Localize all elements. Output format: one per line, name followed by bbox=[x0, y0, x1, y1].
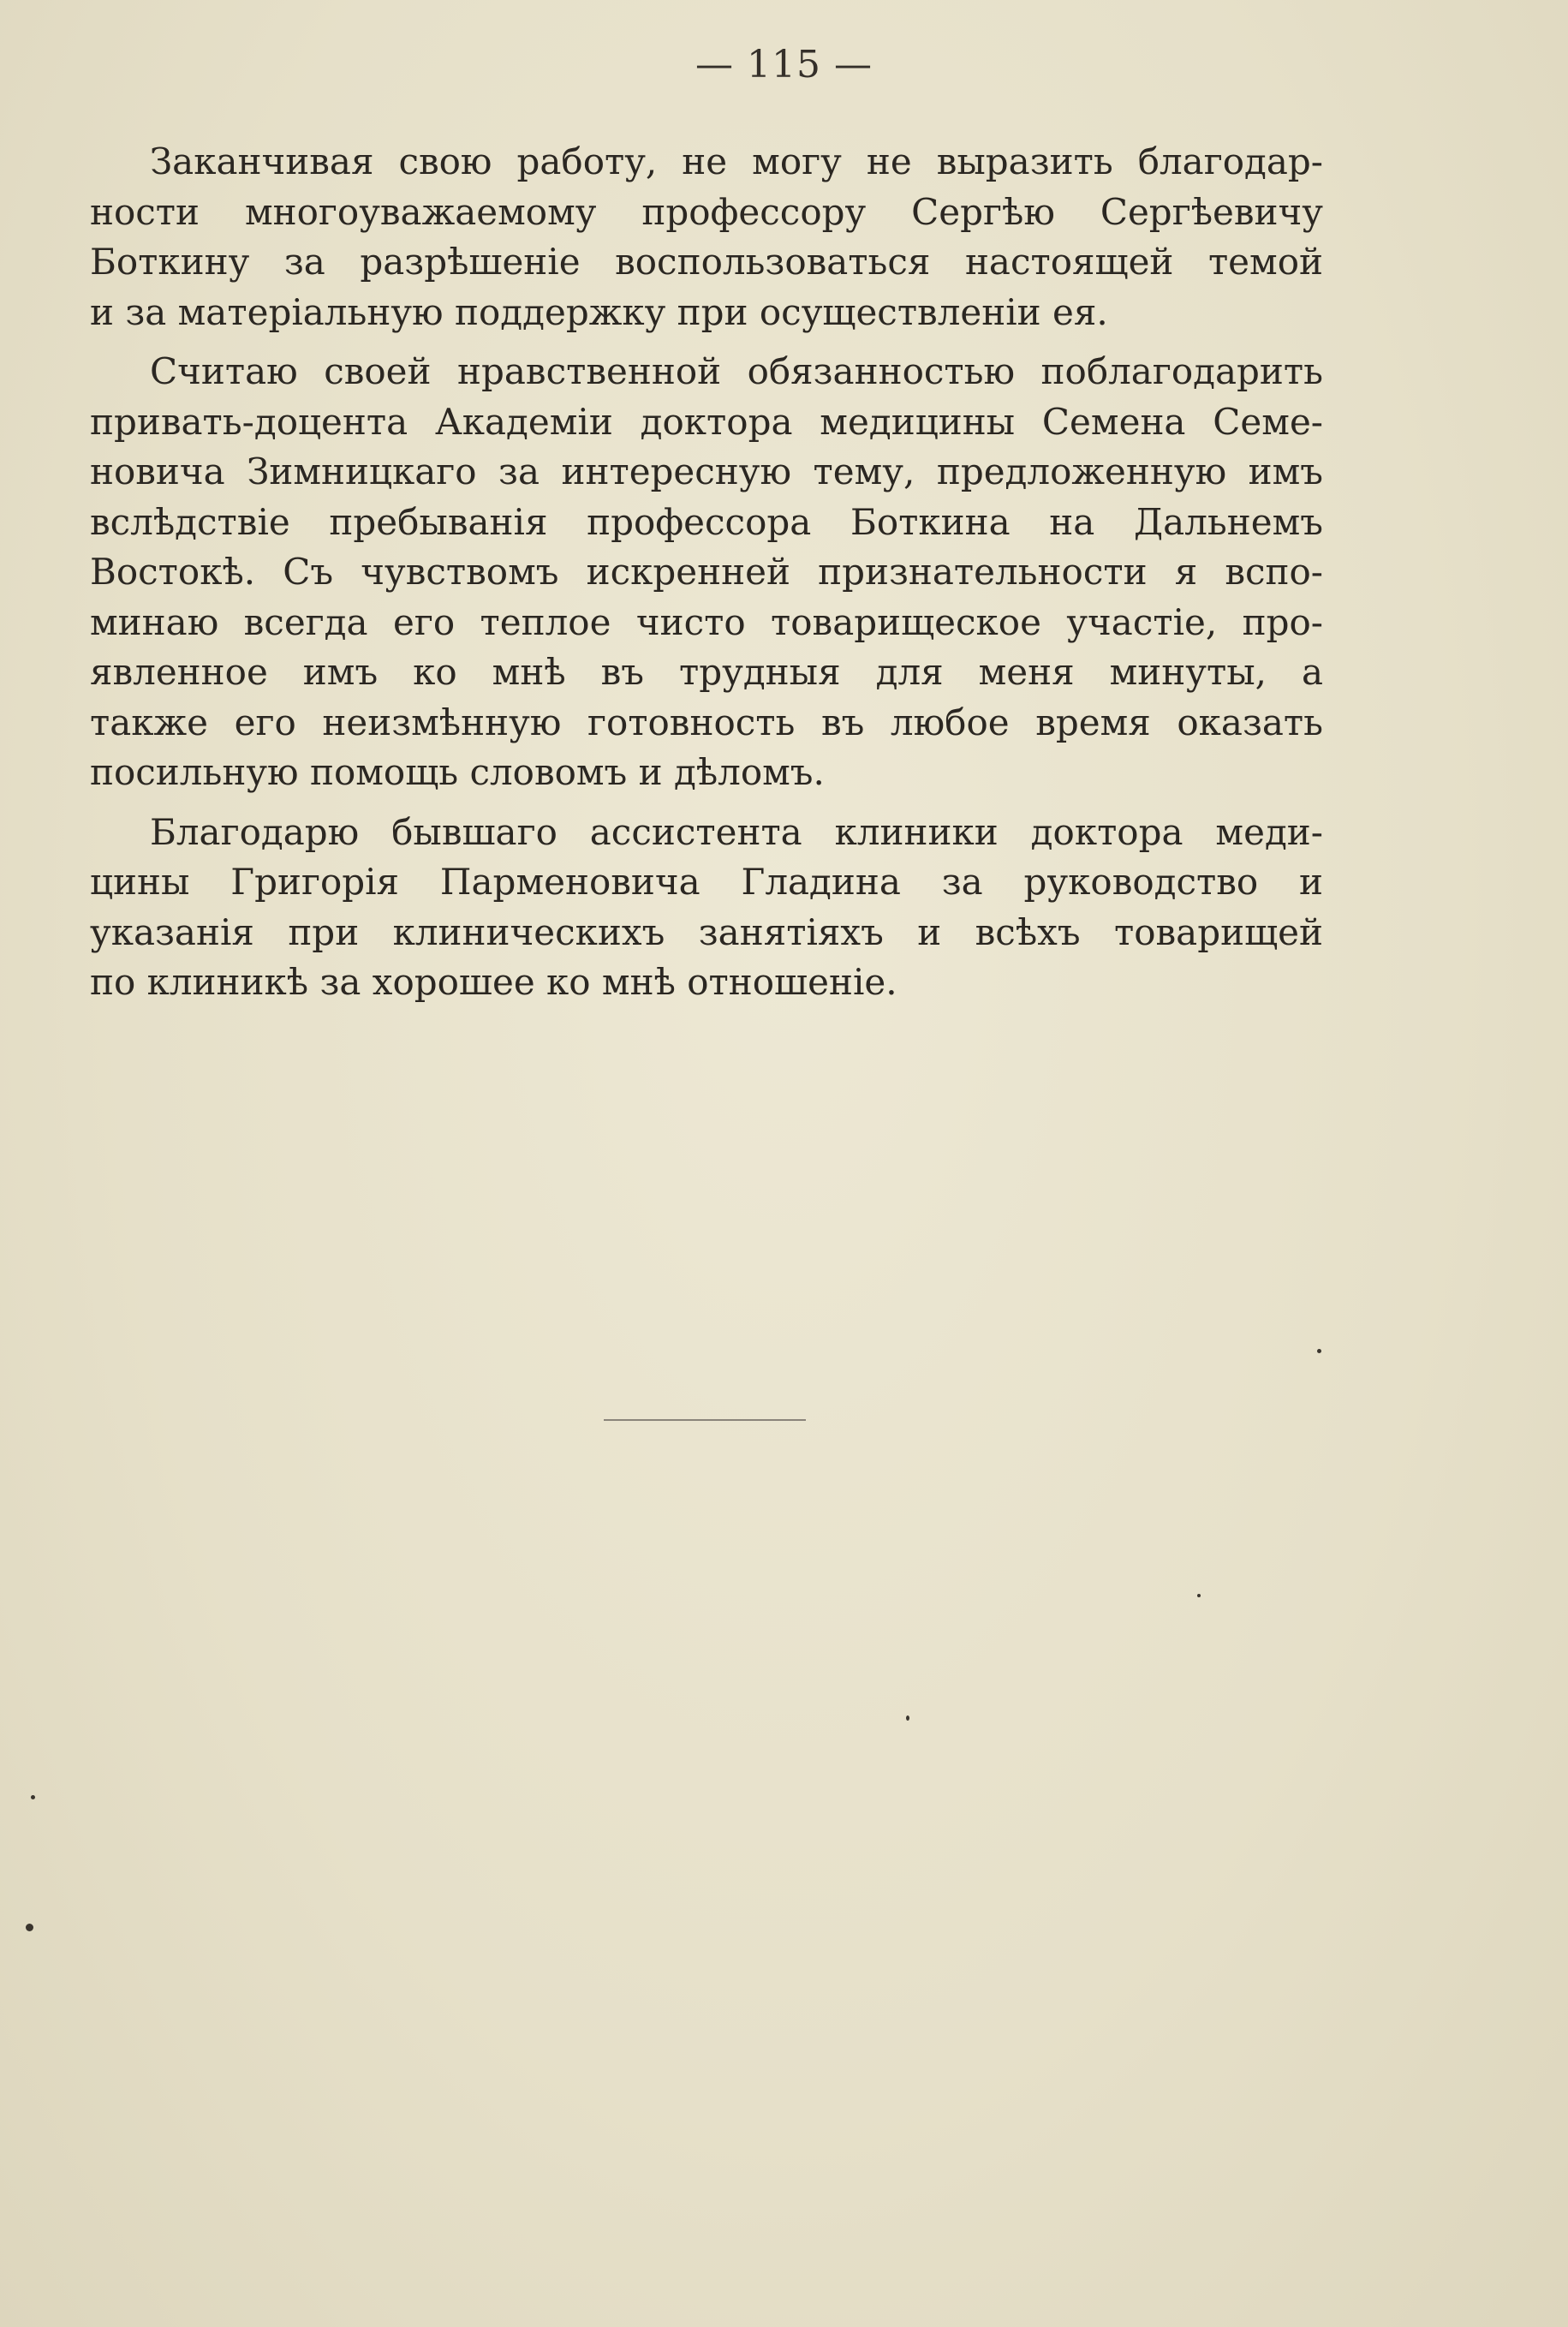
text-line: новича Зимницкаго за интересную тему, предложенную имъ bbox=[90, 450, 1323, 492]
text-line: Боткину за разрѣшеніе воспользоваться настоящей темой bbox=[90, 241, 1323, 283]
text-line: явленное имъ ко мнѣ въ трудныя для меня минуты, а bbox=[90, 651, 1323, 693]
text-line: посильную помощь словомъ и дѣломъ. bbox=[90, 751, 825, 793]
text-line: Благодарю бывшаго ассистента клиники доктора меди- bbox=[150, 810, 1323, 853]
paragraph-acknowledgment-botkin bbox=[90, 137, 1323, 337]
section-divider bbox=[604, 1419, 806, 1421]
text-line: и за матеріальную поддержку при осуществленіи ея. bbox=[90, 290, 1108, 333]
text-line: вслѣдствіе пребыванія профессора Боткина на Дальнемъ bbox=[90, 500, 1323, 543]
paper-speck bbox=[1317, 1349, 1321, 1353]
text-line: Заканчивая свою работу, не могу не выразить благодар- bbox=[150, 140, 1323, 182]
paper-speck bbox=[31, 1795, 35, 1799]
text-line: указанія при клиническихъ занятіяхъ и всѣхъ товарищей bbox=[90, 910, 1323, 953]
text-line: цины Григорія Парменовича Гладина за руководство и bbox=[90, 861, 1323, 903]
paragraph-acknowledgment-zimnitsky bbox=[90, 347, 1323, 798]
paragraph-acknowledgment-gladin bbox=[90, 808, 1323, 1008]
paper-speck bbox=[906, 1715, 909, 1721]
text-line: ности многоуважаемому профессору Сергѣю Сергѣевичу bbox=[90, 190, 1323, 233]
text-line: Востокѣ. Съ чувствомъ искренней признательности я вспо- bbox=[90, 551, 1323, 593]
text-line: минаю всегда его теплое чисто товарищеское участіе, про- bbox=[90, 600, 1323, 643]
text-line: также его неизмѣнную готовность въ любое время оказать bbox=[90, 701, 1323, 743]
text-line: Считаю своей нравственной обязанностью поблагодарить bbox=[150, 350, 1323, 392]
page-number: — 115 — bbox=[695, 43, 873, 87]
paper-speck bbox=[1197, 1594, 1201, 1597]
body-text bbox=[90, 137, 1323, 1008]
text-line: по клиникѣ за хорошее ко мнѣ отношеніе. bbox=[90, 961, 897, 1003]
paper-speck bbox=[26, 1924, 33, 1931]
text-line: привать-доцента Академіи доктора медицины Семена Семе- bbox=[90, 400, 1323, 443]
